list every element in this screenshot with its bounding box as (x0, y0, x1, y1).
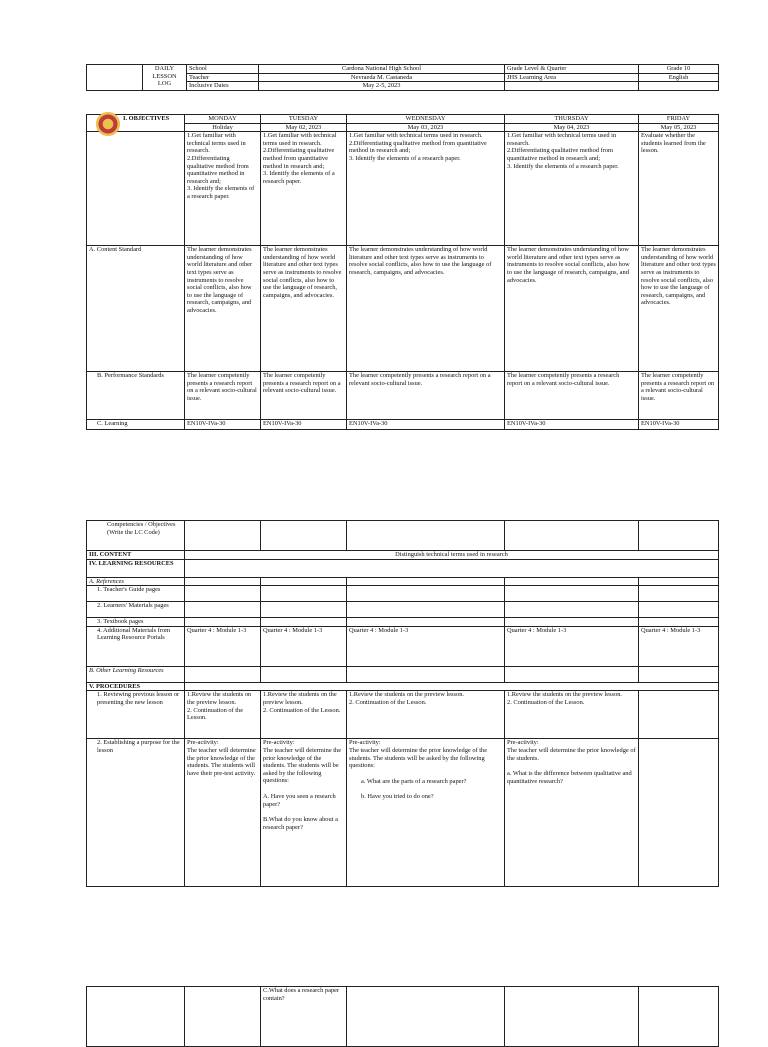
page3-thu (505, 987, 639, 1047)
purpose-wed-intro: Pre-activity: The teacher will determine the prior knowledge of the students. The students will be asked by the following questions: (349, 739, 488, 770)
learning-mon: EN10V-IVa-30 (185, 420, 261, 430)
procedures-blank (185, 682, 719, 691)
materials-mon (185, 602, 261, 618)
header-blank (87, 65, 143, 91)
competencies-mon (185, 521, 261, 551)
learning-wed: EN10V-IVa-30 (347, 420, 505, 430)
objectives-table (86, 114, 719, 430)
module-fri: Quarter 4 : Module 1-3 (639, 626, 719, 666)
purpose-tue-q1: A. Have you seen a research paper? (263, 792, 336, 808)
other-wed (347, 666, 505, 682)
resources-blank (185, 559, 719, 577)
page3-label (87, 987, 185, 1047)
guide-label: 1. Teacher's Guide pages (87, 586, 185, 602)
performance-fri: The learner competently presents a research report on a relevant socio-cultural issue. (639, 372, 719, 420)
references-wed (347, 577, 505, 586)
resources-label: IV. LEARNING RESOURCES (87, 559, 185, 577)
references-label: A. References (87, 577, 185, 586)
materials-fri (639, 602, 719, 618)
references-mon (185, 577, 261, 586)
day-thursday: THURSDAY (505, 115, 639, 124)
school-seal-icon (96, 112, 120, 136)
content-label: III. CONTENT (87, 551, 185, 560)
area-value: English (639, 73, 719, 82)
dates-label: Inclusive Dates (187, 82, 259, 91)
guide-thu (505, 586, 639, 602)
page3-wed (347, 987, 505, 1047)
guide-mon (185, 586, 261, 602)
purpose-thu-intro: Pre-activity: The teacher will determine the prior knowledge of the students. (507, 739, 636, 762)
date-tuesday: May 02, 2023 (261, 123, 347, 132)
review-wed: 1.Review the students on the preview lesson. 2. Continuation of the Lesson. (347, 691, 505, 739)
performance-tue: The learner competently presents a research report on a relevant socio-cultural issue. (261, 372, 347, 420)
teacher-label: Teacher (187, 73, 259, 82)
dates-blank-2 (639, 82, 719, 91)
performance-wed: The learner competently presents a research report on a relevant socio-cultural issue. (347, 372, 505, 420)
review-label: 1. Reviewing previous lesson or presenting the new lesson (87, 691, 185, 739)
school-value: Cardona National High School (259, 65, 505, 74)
textbook-mon (185, 618, 261, 627)
content-text: Distinguish technical terms used in research (185, 551, 719, 560)
review-fri (639, 691, 719, 739)
module-tue: Quarter 4 : Module 1-3 (261, 626, 347, 666)
learning-label: C. Learning (87, 420, 185, 430)
performance-mon: The learner competently presents a research report on a relevant socio-cultural issue. (185, 372, 261, 420)
other-thu (505, 666, 639, 682)
date-wednesday: May 03, 2023 (347, 123, 505, 132)
dll-label: DAILY LESSON LOG (143, 65, 187, 91)
area-label: JHS Learning Area (505, 73, 639, 82)
grade-label: Grade Level & Quarter (505, 65, 639, 74)
additional-label: 4. Additional Materials from Learning Resource Portals (87, 626, 185, 666)
guide-wed (347, 586, 505, 602)
module-thu: Quarter 4 : Module 1-3 (505, 626, 639, 666)
purpose-wed-q1: a. What are the parts of a research paper? (361, 777, 467, 785)
materials-wed (347, 602, 505, 618)
purpose-label: 2. Establishing a purpose for the lesson (87, 739, 185, 887)
performance-thu: The learner competently presents a research report on a relevant socio-cultural issue. (505, 372, 639, 420)
page2-table (86, 520, 719, 887)
textbook-thu (505, 618, 639, 627)
date-monday: Holiday (185, 123, 261, 132)
content-standard-thu: The learner demonstrates understanding of how world literature and other text types serve as instruments to resolve social conflicts, also how to use the language of research, campaigns, and advocacies. (505, 246, 639, 372)
learning-thu: EN10V-IVa-30 (505, 420, 639, 430)
dates-blank-1 (505, 82, 639, 91)
other-fri (639, 666, 719, 682)
objectives-wed: 1.Get familiar with technical terms used in research. 2.Differentiating qualitative method from quantitative method in research and; 3. Identify the elements of a research paper. (347, 132, 505, 246)
content-standard-fri: The learner demonstrates understanding of how world literature and other text types serve as instruments to resolve social conflicts, also how to use the language of research, campaigns, and advocacies. (639, 246, 719, 372)
textbook-fri (639, 618, 719, 627)
day-tuesday: TUESDAY (261, 115, 347, 124)
date-thursday: May 04, 2023 (505, 123, 639, 132)
objectives-mon: 1.Get familiar with technical terms used in research. 2.Differentiating qualitative method from quantitative method in research and; 3. Identify the elements of a research paper. (185, 132, 261, 246)
objectives-label: I. OBJECTIVES (87, 115, 185, 132)
purpose-tue-q2: B.What do you know about a research paper? (263, 816, 338, 831)
other-mon (185, 666, 261, 682)
day-friday: FRIDAY (639, 115, 719, 124)
dates-value: May 2-5, 2023 (259, 82, 505, 91)
date-friday: May 05, 2023 (639, 123, 719, 132)
review-tue: 1.Review the students on the preview lesson. 2. Continuation of the Lesson. (261, 691, 347, 739)
objectives-thu: 1.Get familiar with technical terms used in research. 2.Differentiating qualitative method from quantitative method in research and; 3. Identify the elements of a research paper. (505, 132, 639, 246)
textbook-wed (347, 618, 505, 627)
references-tue (261, 577, 347, 586)
module-wed: Quarter 4 : Module 1-3 (347, 626, 505, 666)
competencies-thu (505, 521, 639, 551)
purpose-wed (347, 739, 505, 887)
content-standard-label: A. Content Standard (87, 246, 185, 372)
other-tue (261, 666, 347, 682)
module-mon: Quarter 4 : Module 1-3 (185, 626, 261, 666)
objectives-blank (87, 132, 185, 246)
materials-thu (505, 602, 639, 618)
page3-table (86, 986, 719, 1047)
review-thu: 1.Review the students on the preview lesson. 2. Continuation of the Lesson. (505, 691, 639, 739)
learning-fri: EN10V-IVa-30 (639, 420, 719, 430)
materials-label: 2. Learners' Materials pages (87, 602, 185, 618)
references-fri (639, 577, 719, 586)
purpose-tue (261, 739, 347, 887)
references-thu (505, 577, 639, 586)
textbook-tue (261, 618, 347, 627)
content-standard-tue: The learner demonstrates understanding of how world literature and other text types serve as instruments to resolve social conflicts, also how to use the language of research, campaigns, and advocacies. (261, 246, 347, 372)
day-wednesday: WEDNESDAY (347, 115, 505, 124)
materials-tue (261, 602, 347, 618)
teacher-value: Nevraeda M. Castaneda (259, 73, 505, 82)
purpose-thu (505, 739, 639, 887)
guide-fri (639, 586, 719, 602)
learning-tue: EN10V-IVa-30 (261, 420, 347, 430)
content-standard-mon: The learner demonstrates understanding of how world literature and other text types serve as instruments to resolve social conflicts, also how to use the language of research, campaigns, and advocacies. (185, 246, 261, 372)
competencies-label: Competencies / Objectives (Write the LC Code) (87, 521, 185, 551)
review-mon: 1.Review the students on the preview lesson. 2. Continuation of the Lesson. (185, 691, 261, 739)
grade-value: Grade 10 (639, 65, 719, 74)
objectives-fri: Evaluate whether the students learned from the lesson. (639, 132, 719, 246)
competencies-tue (261, 521, 347, 551)
other-resources-label: B. Other Learning Resources (87, 666, 185, 682)
objectives-tue: 1.Get familiar with technical terms used in research. 2.Differentiating qualitative method from quantitative method in research and; 3. Identify the elements of a research paper. (261, 132, 347, 246)
page3-tue: C.What does a research paper contain? (261, 987, 347, 1047)
header-table (86, 64, 719, 91)
purpose-wed-q2: b. Have you tried to do one? (361, 793, 434, 801)
purpose-mon: Pre-activity: The teacher will determine the prior knowledge of the students. The students will have their pre-test activity. (185, 739, 261, 887)
page3-mon (185, 987, 261, 1047)
school-label: School (187, 65, 259, 74)
day-monday: MONDAY (185, 115, 261, 124)
competencies-wed (347, 521, 505, 551)
purpose-thu-q1: a. What is the difference between qualitative and quantitative research? (507, 770, 632, 785)
textbook-label: 3. Textbook pages (87, 618, 185, 627)
guide-tue (261, 586, 347, 602)
procedures-label: V. PROCEDURES (87, 682, 185, 691)
purpose-fri (639, 739, 719, 887)
performance-label: B. Performance Standards (87, 372, 185, 420)
content-standard-wed: The learner demonstrates understanding of how world literature and other text types serve as instruments to resolve social conflicts, also how to use the language of research, campaigns, and advocacies. (347, 246, 505, 372)
page3-fri (639, 987, 719, 1047)
purpose-tue-intro: Pre-activity: The teacher will determine the prior knowledge of the students. The students will be asked by the following questions: (263, 739, 342, 785)
competencies-fri (639, 521, 719, 551)
